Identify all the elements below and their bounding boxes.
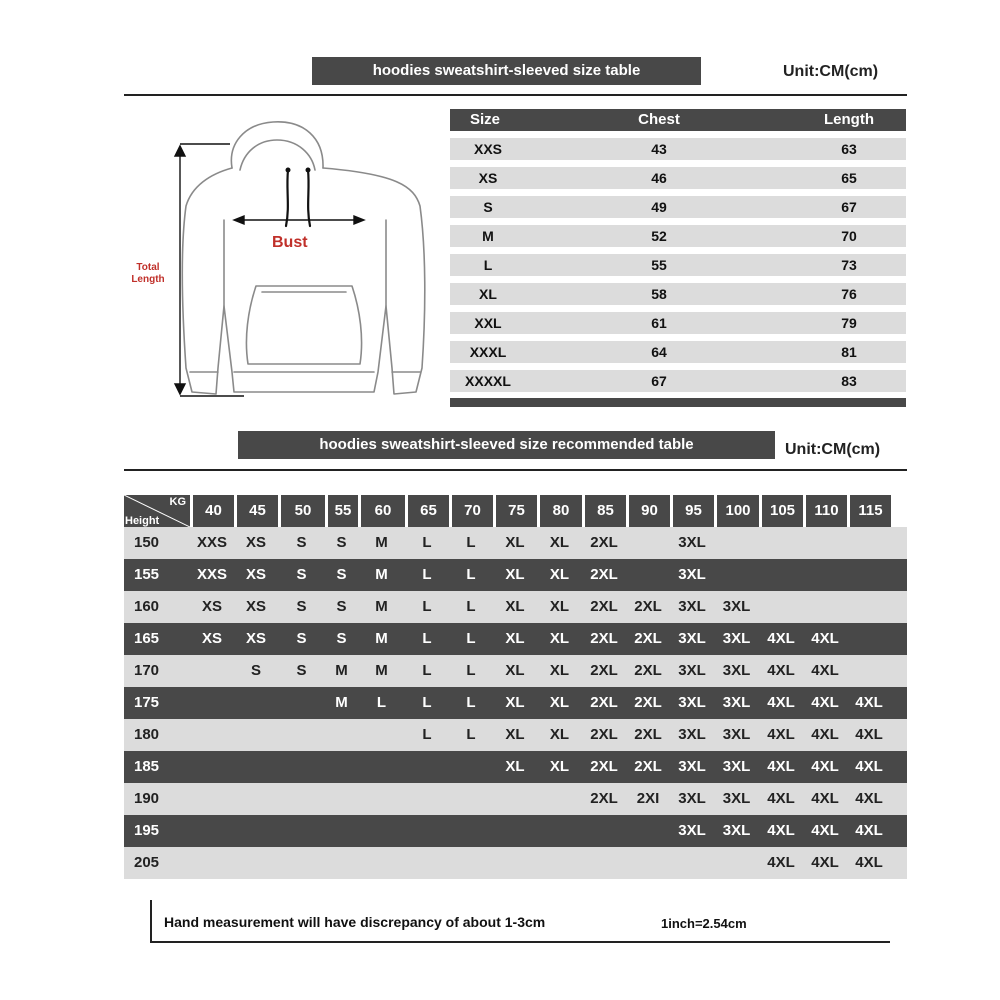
size-cell: XXS (473, 141, 502, 157)
size-recommendation-cell (405, 815, 449, 847)
length-cell: 76 (841, 286, 857, 302)
size-recommendation-cell: XS (245, 598, 266, 615)
size-recommendation-cell: M (375, 534, 388, 551)
size-recommendation-cell: 2XL (590, 790, 618, 807)
top-divider (124, 94, 907, 96)
size-recommendation-cell: S (336, 534, 347, 551)
chest-cell: 58 (651, 286, 667, 302)
recommended-row-155 (124, 559, 907, 591)
size-recommendation-cell: L (466, 534, 476, 551)
size-recommendation-cell: 2XL (634, 630, 662, 647)
size-recommendation-cell: 2XL (590, 566, 618, 583)
recommended-row-160 (124, 591, 907, 623)
size-recommendation-cell: L (376, 694, 387, 711)
size-recommendation-cell: 3XL (678, 662, 706, 679)
corner-kg-label: KG (169, 496, 186, 508)
size-recommendation-cell (449, 751, 493, 783)
size-recommendation-cell: 3XL (678, 758, 706, 775)
size-recommendation-cell: XS (245, 630, 266, 647)
corner-cell (124, 495, 190, 527)
size-recommendation-cell: 3XL (678, 726, 706, 743)
height-cell: 165 (134, 630, 160, 647)
size-recommendation-cell: XL (549, 566, 570, 583)
size-recommendation-cell: L (466, 630, 476, 647)
size-recommendation-cell: 3XL (678, 566, 706, 583)
size-recommendation-cell: XXS (196, 566, 227, 583)
size-recommendation-cell (493, 847, 537, 879)
size-recommendation-cell: 2XI (636, 790, 660, 807)
total-length-label (124, 262, 172, 286)
size-recommendation-cell: 3XL (722, 790, 751, 807)
size-cell: XXXL (469, 344, 507, 360)
chest-cell: 52 (651, 228, 667, 244)
size-recommendation-cell: XS (245, 566, 266, 583)
kg-header-75: 75 (493, 495, 537, 527)
chest-cell: 49 (651, 199, 667, 215)
recommended-table-header (124, 495, 907, 527)
size-cell: S (483, 199, 493, 215)
size-recommendation-cell: L (466, 694, 476, 711)
size-recommendation-cell (626, 847, 670, 879)
size-recommendation-cell: 2XL (590, 534, 618, 551)
size-recommendation-cell (278, 783, 325, 815)
size-recommendation-cell: S (336, 598, 347, 615)
size-recommendation-cell: L (422, 630, 432, 647)
size-recommendation-cell: M (335, 662, 348, 679)
size-recommendation-cell (405, 847, 449, 879)
size-recommendation-cell: 4XL (767, 662, 795, 679)
size-recommendation-cell (714, 559, 759, 591)
size-recommendation-cell: 4XL (855, 758, 883, 775)
size-recommendation-cell: 4XL (767, 790, 795, 807)
size-table-header (450, 109, 906, 131)
size-recommendation-cell: M (375, 566, 388, 583)
size-recommendation-cell: 4XL (767, 630, 795, 647)
size-recommendation-cell (803, 559, 847, 591)
size-recommendation-cell (803, 591, 847, 623)
size-recommendation-cell: L (422, 726, 432, 743)
recommended-row-180 (124, 719, 907, 751)
size-recommendation-cell: 3XL (722, 694, 751, 711)
size-recommendation-cell: XL (505, 726, 525, 743)
size-recommendation-cell (803, 527, 847, 559)
size-recommendation-cell: XL (505, 598, 525, 615)
size-table-row (450, 225, 906, 247)
size-recommendation-cell: 4XL (855, 854, 883, 871)
size-recommendation-cell: 4XL (811, 630, 839, 647)
size-recommendation-cell (847, 559, 891, 591)
recommended-row-150 (124, 527, 907, 559)
chest-cell: 43 (651, 141, 667, 157)
drawstring-right (308, 170, 310, 226)
recommended-row-185 (124, 751, 907, 783)
kg-header-80: 80 (537, 495, 582, 527)
size-recommendation-cell: L (422, 694, 432, 711)
size-recommendation-cell: M (335, 694, 348, 711)
size-recommendation-cell (325, 783, 358, 815)
size-recommendation-cell: L (466, 726, 476, 743)
size-cell: XXXXL (465, 373, 511, 389)
size-recommendation-cell (537, 815, 582, 847)
chest-header: Chest (638, 111, 680, 128)
height-cell: 185 (134, 758, 160, 775)
size-recommendation-cell: XL (549, 726, 570, 743)
size-recommendation-cell: M (375, 662, 388, 679)
size-recommendation-cell: 4XL (855, 726, 883, 743)
size-recommendation-cell: L (422, 598, 432, 615)
bust-label: Bust (272, 234, 308, 251)
size-recommendation-cell: L (466, 566, 476, 583)
size-recommendation-cell: XL (549, 758, 570, 775)
size-recommendation-cell (278, 751, 325, 783)
kg-header-45: 45 (234, 495, 278, 527)
size-recommendation-cell (847, 623, 891, 655)
size-recommendation-cell: M (375, 630, 388, 647)
size-recommendation-cell (759, 527, 803, 559)
size-table-footer-bar (450, 398, 906, 407)
height-cell: 195 (134, 822, 160, 839)
size-cell: XL (479, 286, 497, 302)
recommended-table-unit: Unit:CM(cm) (785, 441, 881, 458)
height-cell: 180 (134, 726, 160, 743)
size-recommendation-cell (325, 847, 358, 879)
kg-header-90: 90 (626, 495, 670, 527)
size-recommendation-cell: 2XL (634, 726, 662, 743)
size-table-row (450, 283, 906, 305)
size-table-row (450, 370, 906, 392)
hoodie-diagram (120, 110, 440, 410)
size-cell: M (482, 228, 494, 244)
size-recommendation-cell (759, 591, 803, 623)
recommended-row-205 (124, 847, 907, 879)
size-recommendation-cell (358, 783, 405, 815)
kg-header-50: 50 (278, 495, 325, 527)
size-recommendation-cell: XS (201, 598, 222, 615)
size-recommendation-cell: XL (549, 662, 570, 679)
size-recommendation-cell (190, 815, 234, 847)
recommended-row-195 (124, 815, 907, 847)
kg-header-65: 65 (405, 495, 449, 527)
size-recommendation-cell (405, 751, 449, 783)
footer-discrepancy-note: Hand measurement will have discrepancy of about 1-3cm (164, 914, 546, 930)
size-recommendation-cell: 4XL (767, 726, 795, 743)
size-recommendation-cell (234, 783, 278, 815)
kg-header-55: 55 (325, 495, 358, 527)
size-recommendation-cell: S (336, 630, 347, 647)
size-recommendation-cell (449, 783, 493, 815)
size-table-row (450, 254, 906, 276)
length-cell: 73 (841, 257, 857, 273)
size-recommendation-cell: XL (505, 566, 525, 583)
size-table-row (450, 341, 906, 363)
size-recommendation-cell: 3XL (678, 598, 706, 615)
size-recommendation-cell (449, 815, 493, 847)
size-recommendation-cell: 3XL (722, 758, 751, 775)
size-recommendation-cell: S (296, 630, 307, 647)
size-recommendation-cell (847, 655, 891, 687)
size-recommendation-cell: 3XL (722, 726, 751, 743)
size-recommendation-cell: 4XL (855, 790, 883, 807)
size-recommendation-cell: 2XL (634, 598, 662, 615)
size-recommendation-cell (714, 527, 759, 559)
size-recommendation-cell (626, 527, 670, 559)
size-cell: XS (478, 170, 498, 186)
size-recommendation-cell: L (422, 534, 432, 551)
length-cell: 67 (841, 199, 857, 215)
length-cell: 81 (841, 344, 857, 360)
size-recommendation-cell: 4XL (855, 694, 883, 711)
size-table-banner: hoodies sweatshirt-sleeved size table (312, 57, 701, 85)
size-recommendation-cell (358, 751, 405, 783)
size-recommendation-cell: 4XL (767, 694, 795, 711)
size-recommendation-cell: 4XL (811, 662, 839, 679)
corner-height-label: Height (125, 515, 160, 527)
height-cell: 175 (134, 694, 160, 711)
size-recommendation-cell: XXS (196, 534, 227, 551)
size-recommendation-cell (493, 815, 537, 847)
footer-inch-conversion: 1inch=2.54cm (661, 916, 747, 931)
kg-header-40: 40 (190, 495, 234, 527)
chest-cell: 64 (651, 344, 667, 360)
chest-cell: 55 (651, 257, 667, 273)
size-recommendation-cell: 2XL (590, 598, 618, 615)
size-recommendation-cell: XL (505, 534, 525, 551)
size-recommendation-cell: 3XL (722, 598, 751, 615)
height-cell: 150 (134, 534, 160, 551)
length-cell: 83 (841, 373, 857, 389)
size-recommendation-cell: M (375, 598, 388, 615)
size-recommendation-cell (234, 687, 278, 719)
size-recommendation-cell (190, 719, 234, 751)
kg-header-110: 110 (803, 495, 847, 527)
size-recommendation-cell: 2XL (634, 694, 662, 711)
size-table-row (450, 138, 906, 160)
drawstring-left (286, 170, 288, 226)
size-recommendation-cell (405, 783, 449, 815)
size-recommendation-cell: 2XL (590, 630, 618, 647)
length-cell: 79 (841, 315, 857, 331)
size-recommendation-cell: S (296, 662, 307, 679)
size-recommendation-cell (234, 751, 278, 783)
size-recommendation-cell: XL (549, 694, 570, 711)
length-header: Length (824, 111, 874, 128)
size-recommendation-cell (449, 847, 493, 879)
size-recommendation-cell: XS (201, 630, 222, 647)
size-recommendation-cell: 3XL (722, 662, 751, 679)
size-recommendation-cell: L (466, 598, 476, 615)
size-recommendation-cell (493, 783, 537, 815)
size-recommendation-cell (358, 847, 405, 879)
total-length-label-line1: Total (136, 262, 160, 273)
size-recommendation-cell: 2XL (590, 662, 618, 679)
size-recommendation-cell: 3XL (678, 534, 706, 551)
size-recommendation-cell (190, 783, 234, 815)
size-recommendation-cell (537, 847, 582, 879)
size-recommendation-cell: 2XL (634, 662, 662, 679)
size-recommendation-cell: 4XL (811, 758, 839, 775)
chest-cell: 67 (651, 373, 667, 389)
size-recommendation-cell (278, 847, 325, 879)
height-cell: 170 (134, 662, 160, 679)
size-recommendation-cell: XL (505, 630, 525, 647)
size-recommendation-cell: 4XL (811, 694, 839, 711)
footer-underline (150, 941, 890, 943)
size-recommendation-cell (759, 559, 803, 591)
recommended-table (124, 495, 907, 879)
size-recommendation-cell: XL (505, 662, 525, 679)
size-recommendation-cell (358, 719, 405, 751)
height-cell: 160 (134, 598, 160, 615)
size-recommendation-cell: XL (549, 630, 570, 647)
size-recommendation-cell: 2XL (634, 758, 662, 775)
size-recommendation-cell: 4XL (811, 790, 839, 807)
size-recommendation-cell (325, 751, 358, 783)
size-recommendation-cell (626, 559, 670, 591)
kg-header-105: 105 (759, 495, 803, 527)
size-recommendation-cell: 4XL (767, 822, 795, 839)
recommended-row-165 (124, 623, 907, 655)
footer-left-bracket (150, 900, 152, 942)
size-recommendation-cell: XL (505, 694, 525, 711)
size-recommendation-cell (325, 815, 358, 847)
size-recommendation-cell (325, 719, 358, 751)
length-cell: 65 (841, 170, 857, 186)
size-table (450, 109, 906, 407)
size-recommendation-cell: 3XL (722, 822, 751, 839)
recommended-table-banner: hoodies sweatshirt-sleeved size recommended table (238, 431, 775, 459)
size-recommendation-cell (670, 847, 714, 879)
size-recommendation-cell (582, 815, 626, 847)
middle-divider (124, 469, 907, 471)
size-recommendation-cell (190, 847, 234, 879)
size-recommendation-cell (190, 655, 234, 687)
size-recommendation-cell (537, 783, 582, 815)
size-cell: L (483, 257, 493, 273)
kg-header-100: 100 (714, 495, 759, 527)
size-recommendation-cell: S (336, 566, 347, 583)
recommended-row-170 (124, 655, 907, 687)
size-recommendation-cell: 3XL (678, 822, 706, 839)
size-recommendation-cell (234, 719, 278, 751)
kg-header-85: 85 (582, 495, 626, 527)
kg-header-70: 70 (449, 495, 493, 527)
chest-cell: 61 (651, 315, 667, 331)
size-recommendation-cell: 3XL (678, 630, 706, 647)
size-recommendation-cell: 3XL (678, 694, 706, 711)
size-recommendation-cell: S (250, 662, 261, 679)
size-table-unit: Unit:CM(cm) (783, 63, 879, 80)
size-recommendation-cell: 2XL (590, 694, 618, 711)
size-recommendation-cell (190, 751, 234, 783)
size-recommendation-cell (234, 815, 278, 847)
size-recommendation-cell: 3XL (722, 630, 751, 647)
length-cell: 63 (841, 141, 857, 157)
size-recommendation-cell: XL (549, 534, 570, 551)
size-recommendation-cell (847, 527, 891, 559)
size-recommendation-cell (234, 847, 278, 879)
length-cell: 70 (841, 228, 857, 244)
size-header: Size (470, 111, 501, 128)
total-length-label-line2: Length (131, 274, 165, 285)
size-recommendation-cell: 2XL (590, 758, 618, 775)
size-recommendation-cell (626, 815, 670, 847)
height-cell: 190 (134, 790, 160, 807)
size-recommendation-cell (714, 847, 759, 879)
body-outline (182, 168, 425, 394)
size-recommendation-cell (582, 847, 626, 879)
size-cell: XXL (474, 315, 502, 331)
size-recommendation-cell: 4XL (811, 854, 839, 871)
kg-header-60: 60 (358, 495, 405, 527)
size-recommendation-cell: S (296, 566, 307, 583)
size-recommendation-cell: 4XL (767, 758, 795, 775)
size-recommendation-cell (847, 591, 891, 623)
size-recommendation-cell: 4XL (767, 854, 795, 871)
size-recommendation-cell: 2XL (590, 726, 618, 743)
size-recommendation-cell: 4XL (811, 726, 839, 743)
pocket-outline (246, 286, 361, 364)
size-recommendation-cell (278, 815, 325, 847)
size-recommendation-cell: 4XL (811, 822, 839, 839)
size-table-row (450, 167, 906, 189)
height-cell: 205 (134, 854, 160, 871)
size-recommendation-cell: S (296, 598, 307, 615)
size-recommendation-cell (278, 687, 325, 719)
kg-header-115: 115 (847, 495, 891, 527)
size-recommendation-cell: L (422, 566, 432, 583)
size-recommendation-cell: 3XL (678, 790, 706, 807)
size-recommendation-cell (358, 815, 405, 847)
kg-header-95: 95 (670, 495, 714, 527)
size-recommendation-cell (190, 687, 234, 719)
size-recommendation-cell: XS (245, 534, 266, 551)
recommended-row-175 (124, 687, 907, 719)
recommended-row-190 (124, 783, 907, 815)
height-cell: 155 (134, 566, 160, 583)
size-recommendation-cell: XL (549, 598, 570, 615)
size-table-row (450, 196, 906, 218)
size-recommendation-cell: S (296, 534, 307, 551)
size-recommendation-cell: 4XL (855, 822, 883, 839)
hood-outline (231, 122, 323, 168)
size-recommendation-cell: XL (505, 758, 525, 775)
size-recommendation-cell (278, 719, 325, 751)
size-table-row (450, 312, 906, 334)
size-recommendation-cell: L (422, 662, 432, 679)
chest-cell: 46 (651, 170, 667, 186)
size-recommendation-cell: L (466, 662, 476, 679)
